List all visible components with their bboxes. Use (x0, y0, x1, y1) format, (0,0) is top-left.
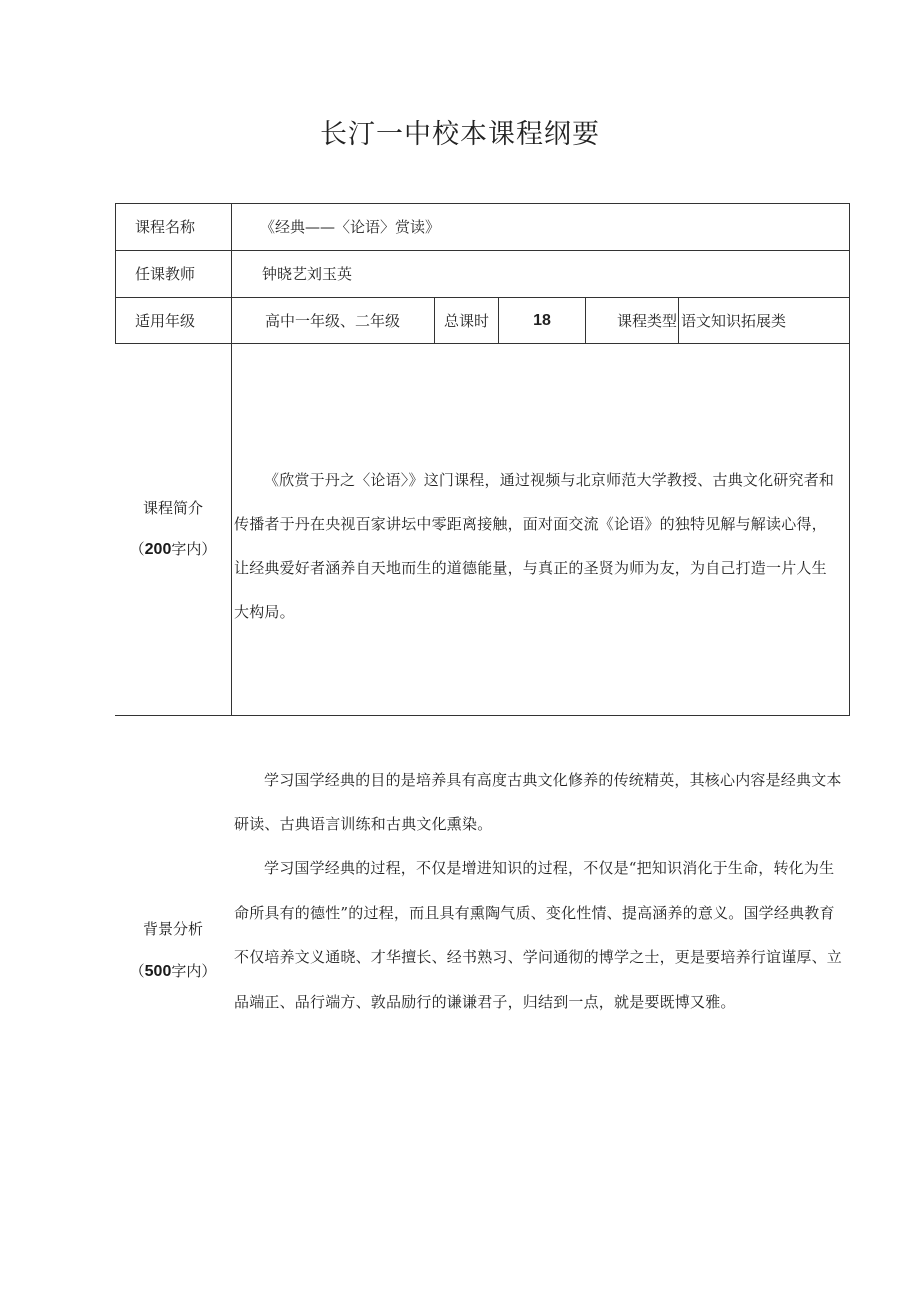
intro-label: 课程简介 (142, 499, 203, 517)
background-paragraph-2: 学习国学经典的过程，不仅是增进知识的过程，不仅是“把知识消化于生命，转化为生命所具有的德性”的过程，而且具有熏陶气质、变化性情、提高涵养的意义。国学经典教育不仅培养文义通晓、才华擅长、经书熟习、学问通彻的博学之士，更是要培养行谊谨厚、立品端正、品行端方、敦品励行的谦谦君子，归结到一点，就是要既博又雅。 (234, 859, 843, 1011)
type-value: 语文知识拓展类 (681, 312, 787, 330)
background-limit-unit: 字内 (171, 962, 202, 980)
intro-limit-num: 200 (144, 541, 172, 558)
grade-label: 适用年级 (135, 312, 196, 330)
intro-limit: （200字内） (129, 540, 217, 558)
grade-value: 高中一年级、二年级 (265, 312, 401, 330)
background-limit: （500字内） (129, 962, 217, 980)
background-paragraph-1: 学习国学经典的目的是培养具有高度古典文化修养的传统精英，其核心内容是经典文本研读、古典语言训练和古典文化熏染。 (234, 771, 842, 833)
hours-label: 总课时 (444, 312, 490, 330)
background-limit-num: 500 (144, 963, 172, 980)
page-title: 长汀一中校本课程纲要 (320, 119, 600, 150)
type-label: 课程类型 (617, 312, 678, 330)
course-name-value: 《经典——〈论语〉赏读》 (260, 218, 441, 236)
course-name-label: 课程名称 (135, 218, 196, 236)
teacher-label: 任课教师 (135, 265, 196, 283)
intro-limit-unit: 字内 (171, 540, 202, 558)
background-label: 背景分析 (142, 920, 203, 938)
teacher-value: 钟晓艺刘玉英 (262, 265, 353, 283)
intro-text: 《欣赏于丹之〈论语〉》这门课程，通过视频与北京师范大学教授、古典文化研究者和传播者于丹在央视百家讲坛中零距离接触，面对面交流《论语》的独特见解与解读心得，让经典爱好者涵养自天地而生的道德能量，与真正的圣贤为师为友，为自己打造一片人生大构局。 (234, 471, 835, 621)
hours-value: 18 (533, 312, 551, 329)
